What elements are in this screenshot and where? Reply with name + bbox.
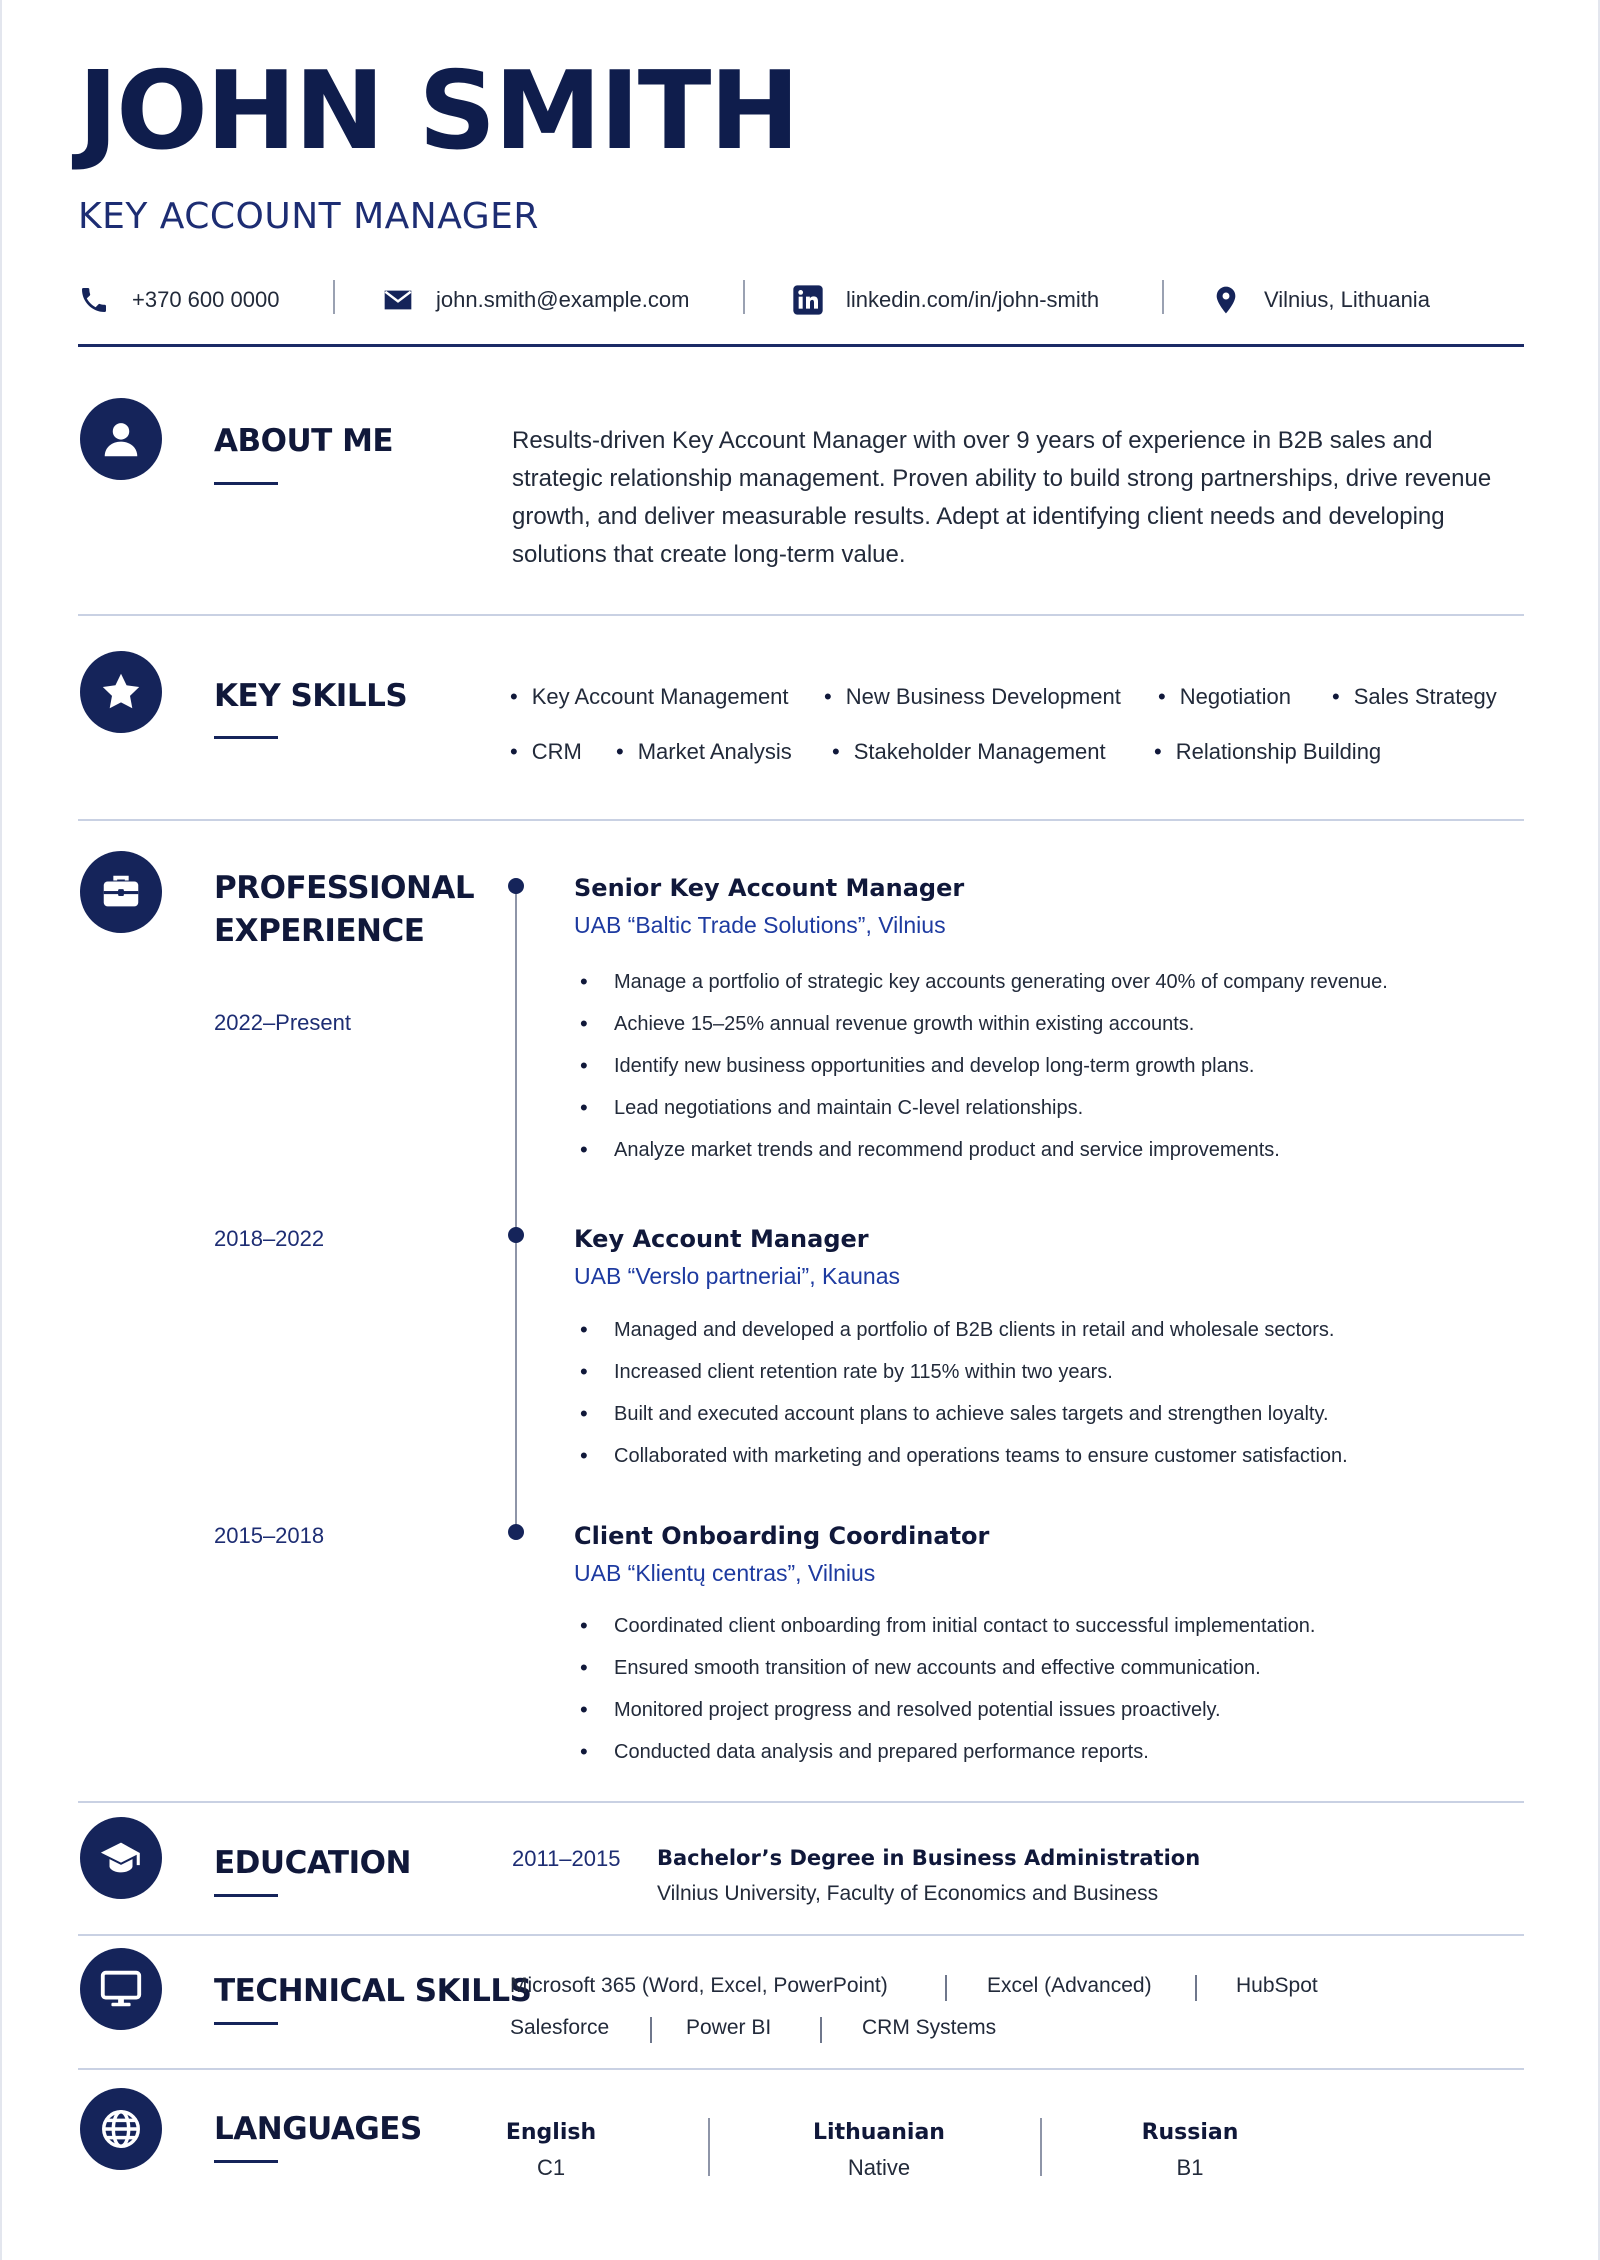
contact-divider (743, 280, 745, 314)
job-bullet: • Coordinated client onboarding from initial contact to successful implementation. (580, 1605, 1315, 1647)
job-bullet: • Lead negotiations and maintain C-level relationships. (580, 1087, 1388, 1129)
job-bullets (580, 1309, 1348, 1477)
tech-divider (650, 2017, 652, 2043)
skill-item: • Market Analysis (616, 739, 792, 765)
language-level: B1 (1176, 2155, 1204, 2180)
linkedin-icon (792, 284, 824, 316)
language-name: Russian (1141, 2120, 1239, 2145)
education-degree: Bachelor’s Degree in Business Administration (657, 1846, 1201, 1870)
job-bullet: • Analyze market trends and recommend product and service improvements. (580, 1129, 1388, 1171)
mail-icon (382, 284, 414, 316)
job-bullet: • Monitored project progress and resolved potential issues proactively. (580, 1689, 1315, 1731)
contact-divider (333, 280, 335, 314)
language-name: Lithuanian (813, 2120, 945, 2145)
languages-title: LANGUAGES (214, 2111, 422, 2147)
skill-item: • Relationship Building (1154, 739, 1381, 765)
job-title: Senior Key Account Manager (574, 874, 965, 902)
education-title: EDUCATION (214, 1845, 411, 1881)
tech-skill-item: Excel (Advanced) (987, 1974, 1152, 1997)
language-level: Native (847, 2155, 911, 2180)
section-divider (78, 819, 1524, 821)
star-icon (98, 669, 144, 715)
job-company: UAB “Klientų centras”, Vilnius (574, 1560, 876, 1586)
job-bullet: • Increased client retention rate by 115% within two years. (580, 1351, 1348, 1393)
experience-icon-badge (80, 851, 162, 933)
tech-divider (820, 2017, 822, 2043)
job-bullet: • Ensured smooth transition of new accounts and effective communication. (580, 1647, 1315, 1689)
education-years: 2011–2015 (512, 1846, 621, 1871)
section-underline (214, 1894, 278, 1897)
tech-skill-item: Salesforce (510, 2016, 610, 2039)
skills-title: KEY SKILLS (214, 678, 408, 714)
contact-phone[interactable] (78, 280, 279, 320)
contact-location-text: Vilnius, Lithuania (1264, 287, 1430, 312)
experience-title-line1: PROFESSIONAL (214, 870, 475, 906)
contact-linkedin-text: linkedin.com/in/john-smith (846, 287, 1100, 312)
section-divider (78, 1801, 1524, 1803)
graduation-cap-icon (98, 1835, 144, 1881)
contact-phone-text: +370 600 0000 (132, 287, 280, 312)
language-item (1090, 2120, 1290, 2181)
candidate-role: KEY ACCOUNT MANAGER (78, 196, 539, 237)
section-underline (214, 2160, 278, 2163)
contact-divider (1162, 280, 1164, 314)
skill-item: • Stakeholder Management (832, 739, 1106, 765)
section-underline (214, 482, 278, 485)
languages-icon-badge (80, 2088, 162, 2170)
person-icon (98, 416, 144, 462)
language-name: English (505, 2120, 597, 2145)
section-underline (214, 2022, 278, 2025)
section-divider (78, 614, 1524, 616)
contact-email-text: john.smith@example.com (436, 287, 690, 312)
job-bullet: • Managed and developed a portfolio of B2B clients in retail and wholesale sectors. (580, 1309, 1348, 1351)
section-underline (214, 736, 278, 739)
contact-email[interactable] (382, 280, 689, 320)
about-icon-badge (80, 398, 162, 480)
skill-item: • New Business Development (824, 684, 1121, 710)
section-divider (78, 2068, 1524, 2070)
language-divider (1040, 2118, 1042, 2176)
job-company: UAB “Baltic Trade Solutions”, Vilnius (574, 912, 946, 938)
education-icon-badge (80, 1817, 162, 1899)
job-period: 2022–Present (214, 1010, 351, 1035)
about-text: Results-driven Key Account Manager with over 9 years of experience in B2B sales and strategic relationship management. Proven ability to build strong partnerships, drive revenue growth, and deliver measurable results. Adept at identifying client needs and developing solutions that create long-term value. (512, 427, 1492, 568)
experience-timeline (515, 884, 517, 1532)
language-level: C1 (536, 2155, 566, 2180)
briefcase-icon (98, 869, 144, 915)
job-title: Key Account Manager (574, 1225, 869, 1253)
job-company: UAB “Verslo partneriai”, Kaunas (574, 1263, 900, 1289)
skills-icon-badge (80, 651, 162, 733)
skill-item: • Negotiation (1158, 684, 1291, 710)
globe-icon (98, 2106, 144, 2152)
tech-skill-item: Microsoft 365 (Word, Excel, PowerPoint) (510, 1974, 888, 1997)
language-item (779, 2120, 979, 2181)
about-title: ABOUT ME (214, 423, 394, 459)
tech-divider (1195, 1975, 1197, 2001)
tech-skill-item: HubSpot (1236, 1974, 1318, 1997)
timeline-dot (508, 878, 524, 894)
job-bullet: • Built and executed account plans to achieve sales targets and strengthen loyalty. (580, 1393, 1348, 1435)
technical-icon-badge (80, 1948, 162, 2030)
tech-divider (945, 1975, 947, 2001)
monitor-icon (98, 1966, 144, 2012)
job-bullets (580, 961, 1388, 1171)
language-item (451, 2120, 651, 2181)
job-bullet: • Collaborated with marketing and operations teams to ensure customer satisfaction. (580, 1435, 1348, 1477)
language-divider (708, 2118, 710, 2176)
skill-item: • Sales Strategy (1332, 684, 1497, 710)
technical-title: TECHNICAL SKILLS (214, 1973, 532, 2009)
skill-item: • Key Account Management (510, 684, 789, 710)
tech-skill-item: Power BI (686, 2016, 772, 2039)
job-period: 2015–2018 (214, 1523, 325, 1548)
job-bullets (580, 1605, 1315, 1773)
contact-location (1210, 280, 1430, 320)
job-bullet: • Identify new business opportunities and develop long-term growth plans. (580, 1045, 1388, 1087)
job-bullet: • Conducted data analysis and prepared performance reports. (580, 1731, 1315, 1773)
job-title: Client Onboarding Coordinator (574, 1522, 990, 1550)
timeline-dot (508, 1524, 524, 1540)
job-period: 2018–2022 (214, 1226, 325, 1251)
contact-linkedin[interactable] (792, 280, 1099, 320)
section-divider (78, 1934, 1524, 1936)
job-bullet: • Achieve 15–25% annual revenue growth within existing accounts. (580, 1003, 1388, 1045)
timeline-dot (508, 1227, 524, 1243)
phone-icon (78, 284, 110, 316)
experience-title-line2: EXPERIENCE (214, 913, 425, 949)
education-school: Vilnius University, Faculty of Economics and Business (657, 1882, 1159, 1905)
tech-skill-item: CRM Systems (862, 2016, 997, 2039)
job-bullet: • Manage a portfolio of strategic key accounts generating over 40% of company revenue. (580, 961, 1388, 1003)
skill-item: • CRM (510, 739, 582, 765)
candidate-name: JOHN SMITH (78, 49, 798, 174)
location-pin-icon (1210, 284, 1242, 316)
header-divider (78, 344, 1524, 347)
experience-title (214, 867, 474, 953)
